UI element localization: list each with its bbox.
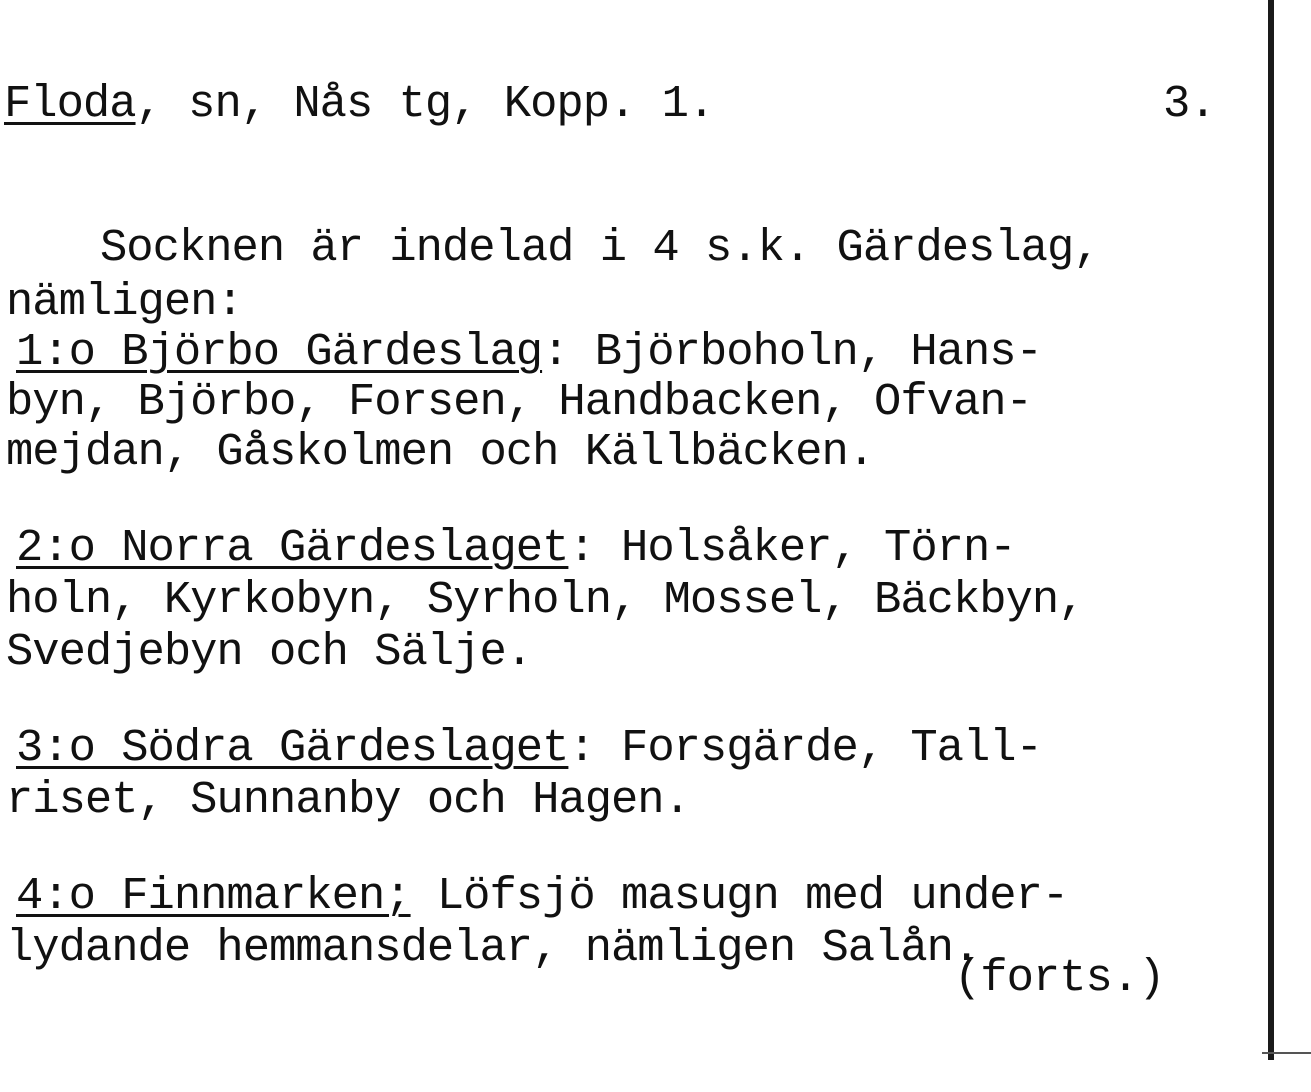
section-2-line-3: Svedjebyn och Sälje. xyxy=(6,626,533,678)
section-4-line-2: lydande hemmansdelar, nämligen Salån. xyxy=(6,922,980,974)
section-4-line-1 xyxy=(16,870,1068,922)
section-2-line-1 xyxy=(16,522,1016,574)
section-1-line-3: mejdan, Gåskolmen och Källbäcken. xyxy=(6,426,875,478)
section-2-heading: 2:o Norra Gärdeslaget xyxy=(16,522,569,574)
section-3-line-1 xyxy=(16,722,1042,774)
section-1-heading: 1:o Björbo Gärdeslag xyxy=(16,326,543,378)
card-bottom-edge xyxy=(1262,1052,1311,1054)
continuation-note: (forts.) xyxy=(954,952,1165,1004)
place-name: Floda xyxy=(4,78,136,130)
section-3-line-2: riset, Sunnanby och Hagen. xyxy=(6,774,690,826)
section-4-text: Löfsjö masugn med under- xyxy=(410,870,1069,922)
section-4-heading: 4:o Finnmarken; xyxy=(16,870,411,922)
card-right-edge xyxy=(1268,0,1274,1060)
section-3-heading: 3:o Södra Gärdeslaget xyxy=(16,722,569,774)
intro-line-1: Socknen är indelad i 4 s.k. Gärdeslag, xyxy=(100,222,1100,274)
section-2-text: : Holsåker, Törn- xyxy=(568,522,1016,574)
section-1-line-2: byn, Björbo, Forsen, Handbacken, Ofvan- xyxy=(6,376,1032,428)
intro-line-2: nämligen: xyxy=(6,276,243,328)
place-details: , sn, Nås tg, Kopp. 1. xyxy=(135,78,715,130)
card-header xyxy=(4,78,714,130)
section-3-text: : Forsgärde, Tall- xyxy=(568,722,1042,774)
card-number: 3. xyxy=(1163,78,1216,130)
section-1-text: : Björboholn, Hans- xyxy=(542,326,1042,378)
section-2-line-2: holn, Kyrkobyn, Syrholn, Mossel, Bäckbyn, xyxy=(6,574,1085,626)
section-1-line-1 xyxy=(16,326,1042,378)
